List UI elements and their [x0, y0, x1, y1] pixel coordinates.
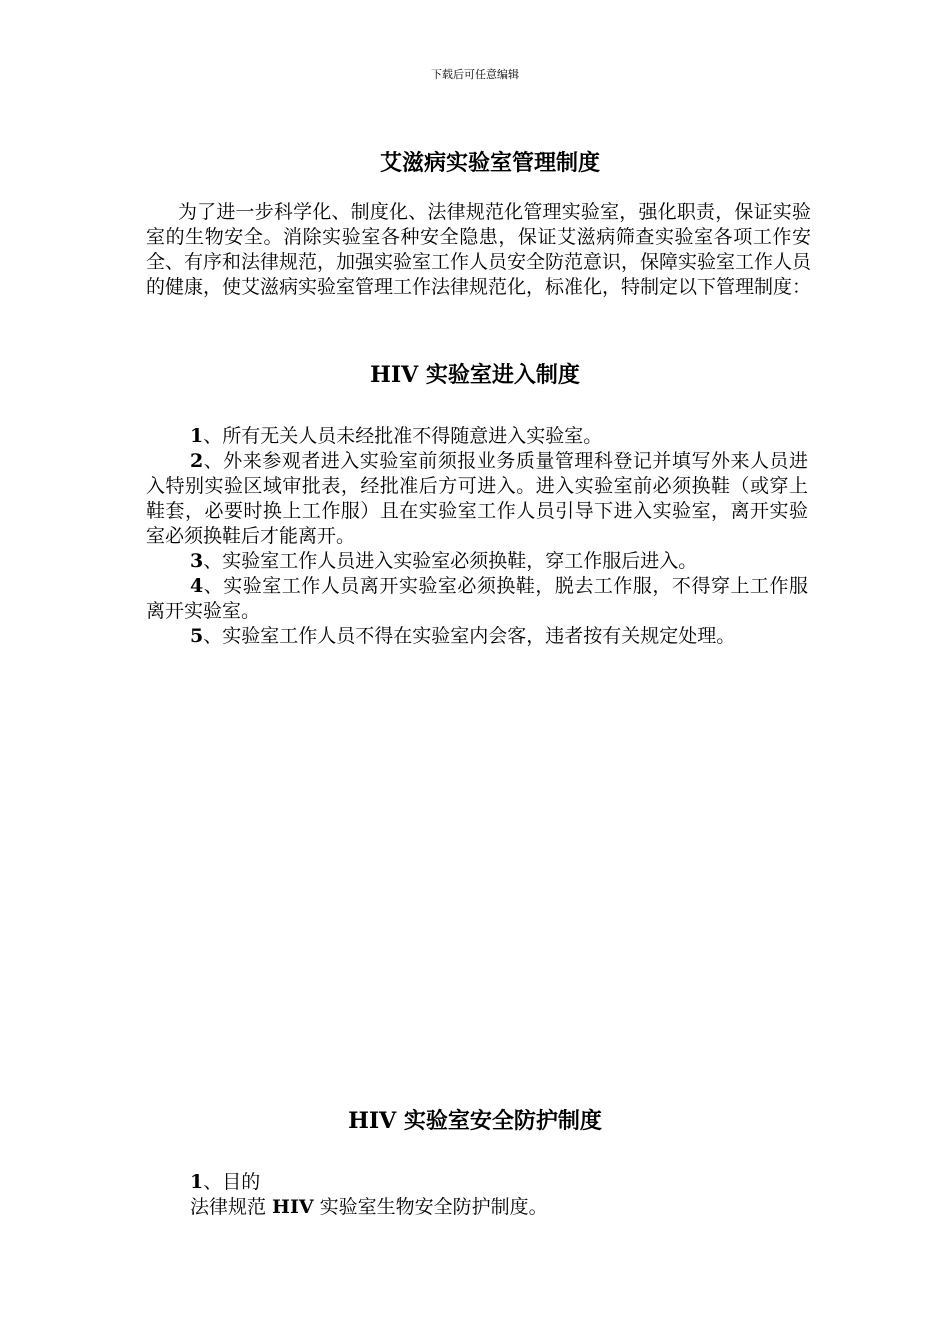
safety-item-heading	[190, 1170, 810, 1195]
rule-number: 1	[190, 425, 204, 447]
section-safety-title: HIV 实验室安全防护制度	[348, 1108, 602, 1134]
rule-text: 、外来参观者进入实验室前须报业务质量管理科登记并填写外来人员进入特别实验区域审批表，经批准后方可进入。进入实验室前必须换鞋（或穿上鞋套，必要时换上工作服）且在实验室工作人员引导下进入实验室，离开实验室必须换鞋后才能离开。	[146, 450, 808, 547]
rule-number: 3	[190, 550, 204, 572]
safety-item-text	[190, 1195, 810, 1220]
rule-number: 4	[190, 575, 204, 597]
rule-item-2	[146, 449, 808, 549]
rule-item-5	[146, 624, 826, 649]
rule-item-1	[146, 424, 808, 449]
rule-number: 2	[190, 450, 204, 472]
intro-paragraph: 为了进一步科学化、制度化、法律规范化管理实验室，强化职责，保证实验室的生物安全。消除实验室各种安全隐患，保证艾滋病筛查实验室各项工作安全、有序和法律规范，加强实验室工作人员安全防范意识，保障实验室工作人员的健康，使艾滋病实验室管理工作法律规范化，标准化，特制定以下管理制度：	[146, 201, 812, 298]
section-entry-title: HIV 实验室进入制度	[370, 362, 580, 388]
rule-text: 、所有无关人员未经批准不得随意进入实验室。	[203, 425, 603, 447]
rule-text: 、实验室工作人员不得在实验室内会客，违者按有关规定处理。	[203, 625, 736, 647]
item-number: 1	[190, 1171, 204, 1193]
safety-section-body	[190, 1170, 810, 1220]
rule-item-3	[146, 549, 808, 574]
rule-text: 、实验室工作人员进入实验室必须换鞋，穿工作服后进入。	[203, 550, 698, 572]
document-title: 艾滋病实验室管理制度	[379, 151, 600, 176]
rule-text: 、实验室工作人员离开实验室必须换鞋，脱去工作服，不得穿上工作服离开实验室。	[146, 575, 808, 622]
line-suffix: 实验室生物安全防护制度。	[313, 1196, 548, 1218]
rule-number: 5	[190, 625, 204, 647]
rule-item-4	[146, 574, 808, 624]
item-heading-text: 、目的	[203, 1171, 261, 1193]
line-prefix: 法律规范	[190, 1196, 273, 1218]
line-hiv: HIV	[272, 1196, 314, 1218]
entry-rules-list	[146, 424, 826, 649]
header-note: 下载后可任意编辑	[431, 68, 519, 81]
